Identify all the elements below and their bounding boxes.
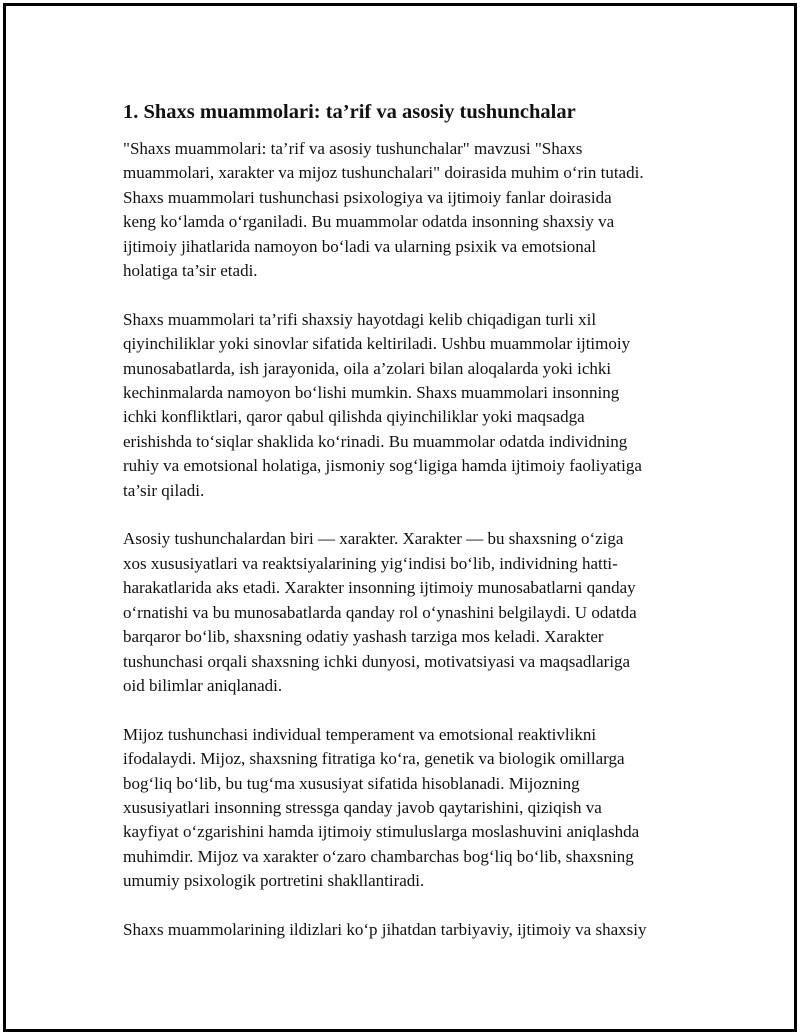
text-line: ifodalaydi. Mijoz, shaxsning fitratiga ko‘ra, genetik va biologik omillarga [123,749,625,769]
text-line: xususiyatlari insonning stressga qanday javob qaytarishini, qiziqish va [123,797,602,817]
paragraph-1 [123,137,703,283]
page-frame [3,3,797,1032]
text-line: harakatlarida aks etadi. Xarakter insonning ijtimoiy munosabatlarni qanday [123,578,636,598]
text-line: munosabatlarda, ish jarayonida, oila a’zolari bilan aloqalarda yoki ichki [123,358,612,378]
text-line: ta’sir qiladi. [123,480,205,500]
text-line: kayfiyat o‘zgarishini hamda ijtimoiy stimuluslarga moslashuvini aniqlashda [123,822,640,842]
text-line: bog‘liq bo‘lib, bu tug‘ma xususiyat sifatida hisoblanadi. Mijozning [123,773,580,793]
text-line: qiyinchiliklar yoki sinovlar sifatida keltiriladi. Ushbu muammolar ijtimoiy [123,334,631,354]
text-line: Mijoz tushunchasi individual temperament va emotsional reaktivlikni [123,724,597,744]
text-line: erishishda to‘siqlar shaklida ko‘rinadi. Bu muammolar odatda individning [123,431,628,451]
text-line: "Shaxs muammolari: ta’rif va asosiy tushunchalar" mavzusi "Shaxs [123,139,583,158]
text-line: oid bilimlar aniqlanadi. [123,675,283,695]
text-line: barqaror bo‘lib, shaxsning odatiy yashash tarziga mos keladi. Xarakter [123,627,604,647]
text-line: o‘rnatishi va bu munosabatlarda qanday rol o‘ynashini belgilaydi. U odatda [123,602,637,622]
text-line: umumiy psixologik portretini shakllantiradi. [123,871,425,891]
text-line: ichki konfliktlari, qaror qabul qilishda qiyinchiliklar yoki maqsadga [123,407,585,427]
text-line: xos xususiyatlari va reaktsiyalarining yig‘indisi bo‘lib, individning hatti- [123,553,618,573]
section-heading: 1. Shaxs muammolari: ta’rif va asosiy tushunchalar [123,101,576,123]
paragraph-3 [123,527,703,698]
text-line: Asosiy tushunchalardan biri — xarakter. Xarakter — bu shaxsning o‘ziga [123,529,624,549]
text-line: Shaxs muammolari ta’rifi shaxsiy hayotdagi kelib chiqadigan turli xil [123,309,597,329]
text-line: muammolari, xarakter va mijoz tushunchalari" doirasida muhim o‘rin tutadi. [123,163,644,183]
text-line: ruhiy va emotsional holatiga, jismoniy sog‘ligiga hamda ijtimoiy faoliyatiga [123,456,642,476]
text-line: ijtimoiy jihatlarida namoyon bo‘ladi va ularning psixik va emotsional [123,236,597,256]
paragraph-5 [123,918,703,942]
text-line: holatiga ta’sir etadi. [123,261,258,281]
paragraph-2 [123,308,703,503]
text-line: Shaxs muammolarining ildizlari ko‘p jihatdan tarbiyaviy, ijtimoiy va shaxsiy [123,919,647,939]
document-body [123,98,703,967]
paragraph-4 [123,723,703,894]
text-line: muhimdir. Mijoz va xarakter o‘zaro chambarchas bog‘liq bo‘lib, shaxsning [123,846,634,866]
text-line: keng ko‘lamda o‘rganiladi. Bu muammolar odatda insonning shaxsiy va [123,212,615,232]
text-line: tushunchasi orqali shaxsning ichki dunyosi, motivatsiyasi va maqsadlariga [123,651,631,671]
text-line: Shaxs muammolari tushunchasi psixologiya va ijtimoiy fanlar doirasida [123,187,612,207]
text-line: kechinmalarda namoyon bo‘lishi mumkin. Shaxs muammolari insonning [123,383,620,403]
